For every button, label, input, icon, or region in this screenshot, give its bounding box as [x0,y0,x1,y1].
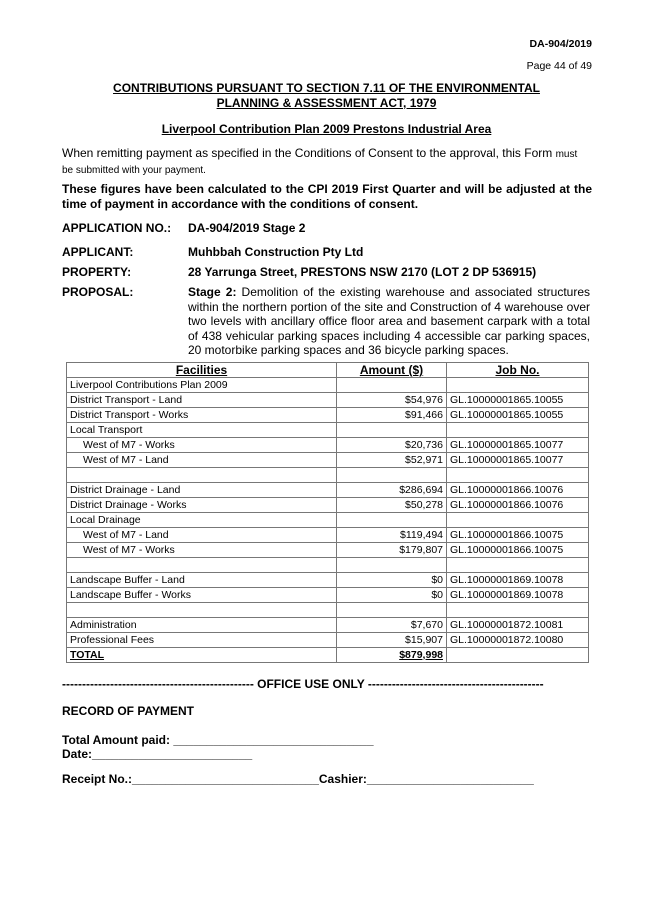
applicant-value: Muhbbah Construction Pty Ltd [188,245,364,259]
total-amount-cell: $879,998 [337,648,447,663]
remit-main: When remitting payment as specified in the Conditions of Consent to the approval, this Form [62,146,556,160]
office-use-divider: ------------------------------------------------ OFFICE USE ONLY -------------------------------------------- [62,677,544,691]
facility-cell: Landscape Buffer - Land [67,573,337,588]
table-row [67,393,589,408]
table-row [67,588,589,603]
title-line-1: CONTRIBUTIONS PURSUANT TO SECTION 7.11 OF THE ENVIRONMENTAL [113,81,540,95]
table-row [67,633,589,648]
amount-cell: $20,736 [337,438,447,453]
proposal-description: Demolition of the existing warehouse and associated structures within the northern portion of the site and Construction of 4 warehouse over two levels with ancillary office floor area and basement carpark with a total of 438 vehicular parking spaces including 4 accessible car parking spaces, 20 motorbike parking spaces and 36 bicycle parking spaces. [188,285,590,358]
header-facilities: Facilities [67,363,337,378]
proposal-text [188,285,590,358]
title-line-2: PLANNING & ASSESSMENT ACT, 1979 [216,96,437,110]
page-number: Page 44 of 49 [526,60,592,72]
job-cell [447,378,589,393]
facility-cell: West of M7 - Land [67,528,337,543]
amount-cell [337,558,447,573]
job-cell: GL.10000001866.10075 [447,543,589,558]
total-job-cell [447,648,589,663]
amount-cell: $91,466 [337,408,447,423]
facility-cell [67,603,337,618]
table-row [67,483,589,498]
table-row [67,408,589,423]
facility-cell: Landscape Buffer - Works [67,588,337,603]
job-cell: GL.10000001866.10076 [447,483,589,498]
amount-cell: $286,694 [337,483,447,498]
job-cell: GL.10000001872.10080 [447,633,589,648]
remit-must: must [555,149,578,160]
job-cell: GL.10000001865.10077 [447,453,589,468]
amount-cell [337,468,447,483]
table-row [67,528,589,543]
facility-cell: West of M7 - Land [67,453,337,468]
facility-cell [67,558,337,573]
table-row [67,498,589,513]
amount-cell: $52,971 [337,453,447,468]
contributions-table [66,362,589,663]
proposal-label: PROPOSAL: [62,285,134,299]
amount-cell: $15,907 [337,633,447,648]
amount-cell: $0 [337,573,447,588]
job-cell [447,423,589,438]
amount-cell: $54,976 [337,393,447,408]
job-cell [447,468,589,483]
proposal-stage: Stage 2: [188,285,237,299]
job-cell: GL.10000001866.10075 [447,528,589,543]
amount-cell: $119,494 [337,528,447,543]
table-row [67,513,589,528]
header-job-no: Job No. [447,363,589,378]
date-field: Date:________________________ [62,747,253,761]
amount-cell [337,378,447,393]
receipt-cashier-field: Receipt No.:____________________________Cashier:_________________________ [62,772,534,786]
facility-cell: Professional Fees [67,633,337,648]
amount-cell [337,423,447,438]
job-cell: GL.10000001865.10055 [447,393,589,408]
application-value: DA-904/2019 Stage 2 [188,221,306,235]
table-row [67,423,589,438]
table-header-row [67,363,589,378]
application-label: APPLICATION NO.: [62,221,172,235]
facility-cell [67,468,337,483]
table-row [67,558,589,573]
table-row [67,453,589,468]
facility-cell: Local Drainage [67,513,337,528]
facility-cell: West of M7 - Works [67,438,337,453]
table-row [67,468,589,483]
facility-cell: District Drainage - Works [67,498,337,513]
facility-cell: Administration [67,618,337,633]
table-row [67,543,589,558]
facility-cell: District Transport - Land [67,393,337,408]
cpi-note: These figures have been calculated to the CPI 2019 First Quarter and will be adjusted at the time of payment in accordance with the conditions of consent. [62,182,592,211]
applicant-label: APPLICANT: [62,245,134,259]
amount-cell: $50,278 [337,498,447,513]
table-total-row [67,648,589,663]
table-row [67,378,589,393]
job-cell [447,558,589,573]
job-cell [447,513,589,528]
remit-instruction [62,146,592,178]
property-value: 28 Yarrunga Street, PRESTONS NSW 2170 (LOT 2 DP 536915) [188,265,537,279]
table-row [67,573,589,588]
plan-title: Liverpool Contribution Plan 2009 Prestons Industrial Area [161,122,492,136]
facility-cell: Liverpool Contributions Plan 2009 [67,378,337,393]
amount-cell [337,603,447,618]
total-amount-paid-field: Total Amount paid: ______________________________ [62,733,374,747]
amount-cell [337,513,447,528]
job-cell: GL.10000001869.10078 [447,588,589,603]
job-cell [447,603,589,618]
total-label-cell: TOTAL [67,648,337,663]
header-amount: Amount ($) [337,363,447,378]
facility-cell: Local Transport [67,423,337,438]
record-of-payment-heading: RECORD OF PAYMENT [62,704,195,718]
facility-cell: West of M7 - Works [67,543,337,558]
facility-cell: District Transport - Works [67,408,337,423]
amount-cell: $179,807 [337,543,447,558]
remit-submitted: be submitted with your payment. [62,165,206,176]
amount-cell: $7,670 [337,618,447,633]
property-label: PROPERTY: [62,265,132,279]
da-number: DA-904/2019 [529,38,592,50]
table-row [67,618,589,633]
job-cell: GL.10000001865.10055 [447,408,589,423]
amount-cell: $0 [337,588,447,603]
job-cell: GL.10000001872.10081 [447,618,589,633]
table-row [67,438,589,453]
facility-cell: District Drainage - Land [67,483,337,498]
table-row [67,603,589,618]
job-cell: GL.10000001865.10077 [447,438,589,453]
job-cell: GL.10000001869.10078 [447,573,589,588]
document-title [0,81,653,111]
job-cell: GL.10000001866.10076 [447,498,589,513]
